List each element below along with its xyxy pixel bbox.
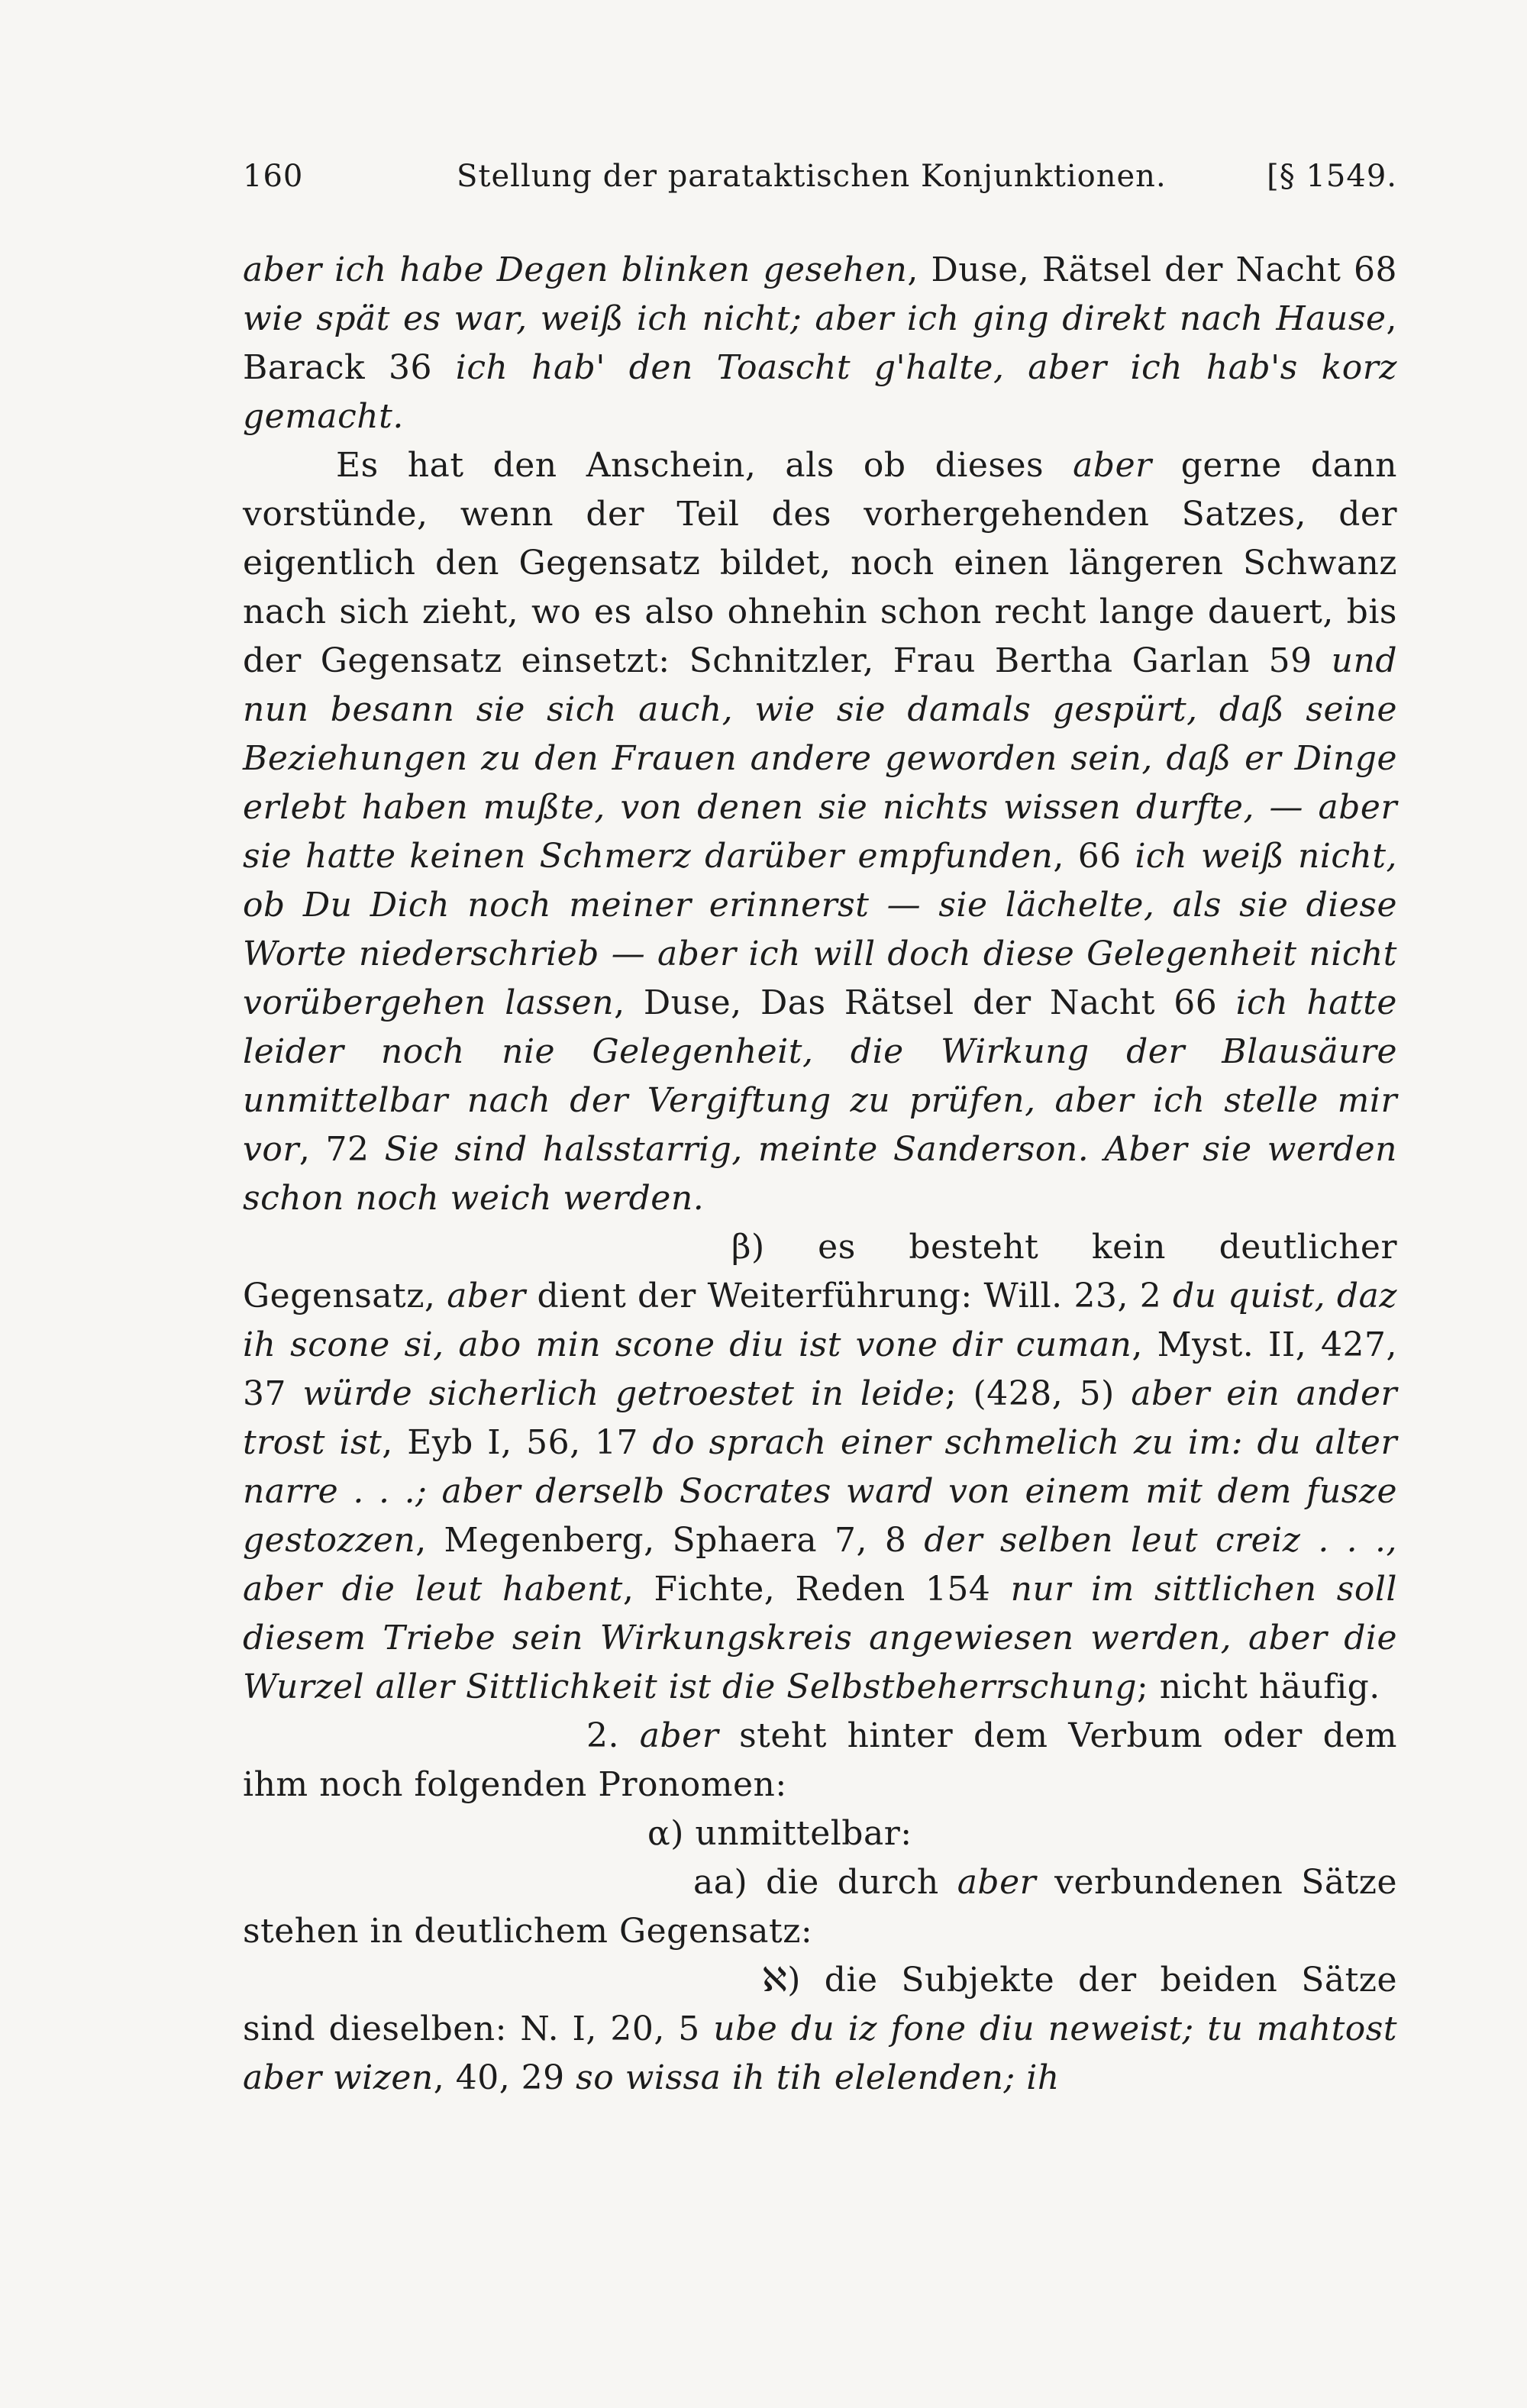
text-run: Es hat den Anschein, als ob dieses: [336, 446, 1073, 485]
paragraph-aa: [243, 1858, 1397, 1956]
italic-quotation: nur im sittlichen soll diesem Triebe sein Wirkungskreis angewiesen werden, aber die Wurzel aller Sittlichkeit ist die Selbstbeherrschung: [243, 1570, 1397, 1706]
italic-quotation: aber: [639, 1716, 719, 1755]
italic-quotation: Sie sind halsstarrig, meinte Sanderson. Aber sie werden schon noch weich werden.: [243, 1130, 1397, 1218]
section-number: [§ 1549.: [1267, 159, 1397, 194]
text-run: , 72: [299, 1130, 385, 1169]
italic-quotation: aber ich habe Degen blinken gesehen: [243, 250, 908, 289]
italic-quotation: ich hab' den Toascht g'halte, aber ich hab's korz gemacht.: [243, 348, 1397, 436]
italic-quotation: ich weiß nicht, ob Du Dich noch meiner erinnerst — sie lächelte, als sie diese Worte niederschrieb — aber ich will doch diese Gelegenheit nicht vorübergehen lassen: [243, 837, 1397, 1022]
text-run: , Megenberg, Sphaera 7, 8: [415, 1521, 925, 1560]
italic-quotation: aber: [447, 1277, 526, 1315]
text-run: α) unmittelbar:: [647, 1814, 912, 1853]
italic-quotation: ich hatte leider noch nie Gelegenheit, die Wirkung der Blausäure unmittelbar nach der Vergiftung zu prüfen, aber ich stelle mir vor: [243, 983, 1397, 1169]
text-run: dient der Weiterführung: Will. 23, 2: [525, 1277, 1173, 1315]
text-run: , Barack 36: [243, 299, 1397, 387]
text-run: β) es besteht kein deutlicher Gegensatz,: [243, 1228, 1397, 1315]
running-header: [243, 159, 1397, 205]
italic-quotation: aber: [957, 1863, 1037, 1902]
text-run: , Myst. II, 427, 37: [243, 1325, 1397, 1413]
text-run: gerne dann vorstünde, wenn der Teil des vorhergehenden Satzes, der eigentlich den Gegensatz bildet, noch einen längeren Schwanz nach sich zieht, wo es also ohnehin schon recht lange dauert, bis der Gegensatz einsetzt: Schnitzler, Frau Bertha Garlan 59: [243, 446, 1397, 680]
text-run: aa) die durch: [693, 1863, 957, 1902]
body-text: [243, 246, 1397, 2103]
paragraph-continuation: [243, 246, 1397, 441]
text-run: verbundenen Sätze stehen in deutlichem Gegensatz:: [243, 1863, 1397, 1951]
italic-quotation: ube du iz fone diu neweist; tu mahtost aber wizen: [243, 2009, 1397, 2097]
text-run: , 40, 29: [433, 2058, 576, 2097]
text-run: , 66: [1053, 837, 1135, 876]
italic-quotation: so wissa ih tih elelenden; ih: [576, 2058, 1060, 2097]
text-run: ; (428, 5): [944, 1374, 1132, 1413]
text-run: , Fichte, Reden 154: [622, 1570, 1011, 1609]
italic-quotation: wie spät es war, weiß ich nicht; aber ich ging direkt nach Hause: [243, 299, 1387, 338]
italic-quotation: und nun besann sie sich auch, wie sie damals gespürt, daß seine Beziehungen zu den Frauen andere geworden sein, daß er Dinge erlebt haben mußte, von denen sie nichts wissen durfte, — aber sie hatte keinen Schmerz darüber empfunden: [243, 641, 1397, 876]
paragraph-alpha: [243, 1809, 1397, 1858]
page-number: 160: [243, 159, 304, 194]
italic-quotation: aber: [1073, 446, 1152, 485]
italic-quotation: würde sicherlich getroestet in leide: [302, 1374, 945, 1413]
italic-quotation: du quist, daz ih scone si, abo min scone diu ist vone dir cuman: [243, 1277, 1397, 1364]
italic-quotation: der selben leut creiz . . ., aber die leut habent: [243, 1521, 1398, 1609]
text-run: , Duse, Rätsel der Nacht 68: [907, 250, 1397, 289]
italic-quotation: do sprach einer schmelich zu im: du alter narre . . .; aber derselb Socrates ward von einem mit dem fusze gestozzen: [243, 1423, 1397, 1560]
text-run: steht hinter dem Verbum oder dem ihm noch folgenden Pronomen:: [243, 1716, 1397, 1804]
running-title: Stellung der parataktischen Konjunktionen.: [457, 159, 1167, 194]
text-run: 2.: [586, 1716, 640, 1755]
paragraph-aleph: [243, 1956, 1397, 2103]
text-run: ; nicht häufig.: [1137, 1667, 1380, 1706]
text-run: ℵ) die Subjekte der beiden Sätze sind dieselben: N. I, 20, 5: [243, 1961, 1397, 2048]
paragraph-section-2: [243, 1712, 1397, 1809]
paragraph-beta: [243, 1223, 1397, 1712]
text-run: , Eyb I, 56, 17: [382, 1423, 653, 1462]
paragraph-anschein: [243, 441, 1397, 1223]
text-run: , Duse, Das Rätsel der Nacht 66: [614, 983, 1236, 1022]
italic-quotation: aber ein ander trost ist: [243, 1374, 1398, 1462]
